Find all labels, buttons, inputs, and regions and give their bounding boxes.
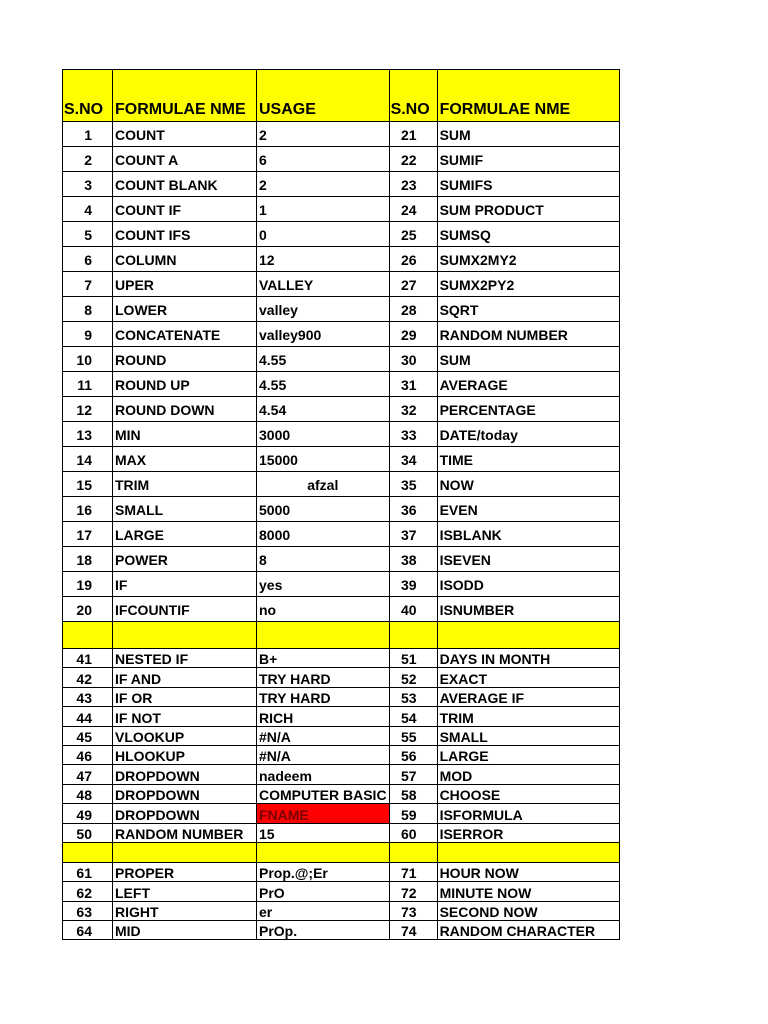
usage-cell[interactable]: B+	[257, 649, 390, 668]
usage-cell[interactable]: Prop.@;Er	[257, 862, 390, 881]
sno-cell[interactable]: 51	[389, 649, 437, 668]
sno-cell[interactable]: 14	[63, 447, 113, 472]
usage-cell[interactable]: TRY HARD	[257, 687, 390, 706]
sno-cell[interactable]: 39	[389, 572, 437, 597]
table-row	[63, 197, 620, 222]
formula-name-cell[interactable]: UPER	[113, 272, 257, 297]
sno-cell[interactable]: 43	[63, 687, 113, 706]
sno-cell[interactable]: 15	[63, 472, 113, 497]
table-row	[63, 707, 620, 726]
formula-name-cell[interactable]: ISEVEN	[437, 547, 619, 572]
formula-name-cell[interactable]: LEFT	[113, 882, 257, 901]
formula-name-cell[interactable]: CONCATENATE	[113, 322, 257, 347]
empty-cell[interactable]	[437, 842, 619, 862]
sno-cell[interactable]: 55	[389, 726, 437, 745]
sno-cell[interactable]: 4	[63, 197, 113, 222]
formula-table-body	[63, 70, 620, 940]
usage-cell[interactable]: RICH	[257, 707, 390, 726]
table-row	[63, 547, 620, 572]
empty-cell[interactable]	[389, 842, 437, 862]
sno-cell[interactable]: 30	[389, 347, 437, 372]
sno-cell[interactable]: 57	[389, 765, 437, 784]
sno-cell[interactable]: 34	[389, 447, 437, 472]
table-row	[63, 472, 620, 497]
usage-cell[interactable]: 3000	[257, 422, 390, 447]
formula-name-cell[interactable]: DROPDOWN	[113, 804, 257, 823]
header-row	[63, 70, 620, 122]
formula-name-cell[interactable]: COUNT BLANK	[113, 172, 257, 197]
formula-name-cell[interactable]: LARGE	[113, 522, 257, 547]
header-sno-1[interactable]: S.NO	[63, 70, 113, 122]
formula-name-cell[interactable]: DROPDOWN	[113, 784, 257, 803]
formula-name-cell[interactable]: ROUND DOWN	[113, 397, 257, 422]
usage-cell[interactable]: 4.55	[257, 347, 390, 372]
sno-cell[interactable]: 26	[389, 247, 437, 272]
formula-name-cell[interactable]: COUNT IF	[113, 197, 257, 222]
formula-name-cell[interactable]: MID	[113, 921, 257, 940]
formula-name-cell[interactable]: COUNT A	[113, 147, 257, 172]
table-row	[63, 172, 620, 197]
sno-cell[interactable]: 10	[63, 347, 113, 372]
sno-cell[interactable]: 53	[389, 687, 437, 706]
usage-cell[interactable]: er	[257, 901, 390, 920]
table-row	[63, 247, 620, 272]
table-row	[63, 687, 620, 706]
sno-cell[interactable]: 42	[63, 668, 113, 687]
table-row	[63, 422, 620, 447]
sno-cell[interactable]: 63	[63, 901, 113, 920]
formula-name-cell[interactable]: ISNUMBER	[437, 597, 619, 622]
sno-cell[interactable]: 29	[389, 322, 437, 347]
table-row	[63, 272, 620, 297]
formula-name-cell[interactable]: LARGE	[437, 745, 619, 764]
usage-cell[interactable]: nadeem	[257, 765, 390, 784]
sno-cell[interactable]: 31	[389, 372, 437, 397]
sno-cell[interactable]: 7	[63, 272, 113, 297]
sno-cell[interactable]: 73	[389, 901, 437, 920]
usage-cell[interactable]: 6	[257, 147, 390, 172]
empty-cell[interactable]	[389, 622, 437, 649]
sno-cell[interactable]: 40	[389, 597, 437, 622]
sno-cell[interactable]: 22	[389, 147, 437, 172]
formula-name-cell[interactable]: ISERROR	[437, 823, 619, 842]
sno-cell[interactable]: 46	[63, 745, 113, 764]
sno-cell[interactable]: 28	[389, 297, 437, 322]
table-row	[63, 921, 620, 940]
table-row	[63, 147, 620, 172]
formula-name-cell[interactable]: VLOOKUP	[113, 726, 257, 745]
formula-name-cell[interactable]: RANDOM NUMBER	[437, 322, 619, 347]
table-row	[63, 649, 620, 668]
formula-name-cell[interactable]: ISODD	[437, 572, 619, 597]
usage-cell[interactable]: 15000	[257, 447, 390, 472]
sno-cell[interactable]: 12	[63, 397, 113, 422]
formula-name-cell[interactable]: RANDOM NUMBER	[113, 823, 257, 842]
usage-cell[interactable]: PrOp.	[257, 921, 390, 940]
sno-cell[interactable]: 33	[389, 422, 437, 447]
formula-name-cell[interactable]: ROUND	[113, 347, 257, 372]
formula-name-cell[interactable]: COLUMN	[113, 247, 257, 272]
formula-name-cell[interactable]: NESTED IF	[113, 649, 257, 668]
sno-cell[interactable]: 18	[63, 547, 113, 572]
usage-cell[interactable]: TRY HARD	[257, 668, 390, 687]
empty-cell[interactable]	[257, 622, 390, 649]
usage-cell[interactable]: 2	[257, 122, 390, 147]
sno-cell[interactable]: 59	[389, 804, 437, 823]
usage-cell[interactable]: 1	[257, 197, 390, 222]
table-row	[63, 765, 620, 784]
usage-cell[interactable]: FNAME	[257, 804, 390, 823]
sno-cell[interactable]: 44	[63, 707, 113, 726]
table-row	[63, 668, 620, 687]
formula-name-cell[interactable]: HLOOKUP	[113, 745, 257, 764]
table-row	[63, 862, 620, 881]
formula-name-cell[interactable]: SUMX2MY2	[437, 247, 619, 272]
formula-name-cell[interactable]: PROPER	[113, 862, 257, 881]
sno-cell[interactable]: 27	[389, 272, 437, 297]
sno-cell[interactable]: 11	[63, 372, 113, 397]
usage-cell[interactable]: 4.55	[257, 372, 390, 397]
sno-cell[interactable]: 5	[63, 222, 113, 247]
table-row	[63, 297, 620, 322]
formula-name-cell[interactable]: ISFORMULA	[437, 804, 619, 823]
sno-cell[interactable]: 47	[63, 765, 113, 784]
sno-cell[interactable]: 56	[389, 745, 437, 764]
table-row	[63, 347, 620, 372]
formula-name-cell[interactable]: SUM	[437, 347, 619, 372]
sno-cell[interactable]: 16	[63, 497, 113, 522]
usage-cell[interactable]: valley900	[257, 322, 390, 347]
table-row	[63, 572, 620, 597]
usage-cell[interactable]: yes	[257, 572, 390, 597]
table-row	[63, 497, 620, 522]
formula-table	[62, 69, 620, 940]
formula-name-cell[interactable]: COUNT IFS	[113, 222, 257, 247]
sno-cell[interactable]: 71	[389, 862, 437, 881]
sno-cell[interactable]: 3	[63, 172, 113, 197]
sno-cell[interactable]: 35	[389, 472, 437, 497]
sno-cell[interactable]: 74	[389, 921, 437, 940]
formula-name-cell[interactable]: MOD	[437, 765, 619, 784]
sno-cell[interactable]: 64	[63, 921, 113, 940]
table-row	[63, 901, 620, 920]
separator-row	[63, 622, 620, 649]
usage-cell[interactable]: 0	[257, 222, 390, 247]
formula-name-cell[interactable]: SMALL	[437, 726, 619, 745]
sno-cell[interactable]: 45	[63, 726, 113, 745]
formula-name-cell[interactable]: IF OR	[113, 687, 257, 706]
sno-cell[interactable]: 61	[63, 862, 113, 881]
formula-name-cell[interactable]: DAYS IN MONTH	[437, 649, 619, 668]
formula-name-cell[interactable]: HOUR NOW	[437, 862, 619, 881]
formula-name-cell[interactable]: EXACT	[437, 668, 619, 687]
sno-cell[interactable]: 8	[63, 297, 113, 322]
sno-cell[interactable]: 25	[389, 222, 437, 247]
formula-name-cell[interactable]: SQRT	[437, 297, 619, 322]
table-row	[63, 397, 620, 422]
usage-cell[interactable]: 4.54	[257, 397, 390, 422]
sno-cell[interactable]: 9	[63, 322, 113, 347]
formula-name-cell[interactable]: IF NOT	[113, 707, 257, 726]
sno-cell[interactable]: 62	[63, 882, 113, 901]
formula-name-cell[interactable]: RIGHT	[113, 901, 257, 920]
empty-cell[interactable]	[113, 622, 257, 649]
table-row	[63, 222, 620, 247]
formula-name-cell[interactable]: TRIM	[113, 472, 257, 497]
table-row	[63, 882, 620, 901]
formula-name-cell[interactable]: SUMIFS	[437, 172, 619, 197]
formula-name-cell[interactable]: DATE/today	[437, 422, 619, 447]
formula-name-cell[interactable]: PERCENTAGE	[437, 397, 619, 422]
formula-name-cell[interactable]: IFCOUNTIF	[113, 597, 257, 622]
table-row	[63, 372, 620, 397]
sno-cell[interactable]: 23	[389, 172, 437, 197]
formula-name-cell[interactable]: IF AND	[113, 668, 257, 687]
table-row	[63, 745, 620, 764]
empty-cell[interactable]	[63, 622, 113, 649]
table-row	[63, 122, 620, 147]
empty-cell[interactable]	[437, 622, 619, 649]
header-sno-2[interactable]: S.NO	[389, 70, 437, 122]
sno-cell[interactable]: 60	[389, 823, 437, 842]
usage-cell[interactable]: 2	[257, 172, 390, 197]
empty-cell[interactable]	[63, 842, 113, 862]
sno-cell[interactable]: 17	[63, 522, 113, 547]
usage-cell[interactable]: valley	[257, 297, 390, 322]
sno-cell[interactable]: 36	[389, 497, 437, 522]
sno-cell[interactable]: 48	[63, 784, 113, 803]
formula-name-cell[interactable]: DROPDOWN	[113, 765, 257, 784]
formula-name-cell[interactable]: ISBLANK	[437, 522, 619, 547]
sno-cell[interactable]: 2	[63, 147, 113, 172]
usage-cell[interactable]: 12	[257, 247, 390, 272]
table-row	[63, 322, 620, 347]
table-row	[63, 522, 620, 547]
sno-cell[interactable]: 41	[63, 649, 113, 668]
usage-cell[interactable]: 5000	[257, 497, 390, 522]
empty-cell[interactable]	[113, 842, 257, 862]
formula-name-cell[interactable]: AVERAGE IF	[437, 687, 619, 706]
table-row	[63, 784, 620, 803]
header-formulae-name-2[interactable]: FORMULAE NME	[437, 70, 619, 122]
sno-cell[interactable]: 19	[63, 572, 113, 597]
sno-cell[interactable]: 21	[389, 122, 437, 147]
formula-name-cell[interactable]: LOWER	[113, 297, 257, 322]
table-row	[63, 823, 620, 842]
header-usage[interactable]: USAGE	[257, 70, 390, 122]
sno-cell[interactable]: 72	[389, 882, 437, 901]
usage-cell[interactable]: 8	[257, 547, 390, 572]
table-row	[63, 597, 620, 622]
sno-cell[interactable]: 6	[63, 247, 113, 272]
formula-name-cell[interactable]: ROUND UP	[113, 372, 257, 397]
usage-cell[interactable]: VALLEY	[257, 272, 390, 297]
formula-name-cell[interactable]: CHOOSE	[437, 784, 619, 803]
sno-cell[interactable]: 38	[389, 547, 437, 572]
sno-cell[interactable]: 1	[63, 122, 113, 147]
formula-name-cell[interactable]: SUM PRODUCT	[437, 197, 619, 222]
formula-name-cell[interactable]: TIME	[437, 447, 619, 472]
sno-cell[interactable]: 49	[63, 804, 113, 823]
sno-cell[interactable]: 24	[389, 197, 437, 222]
usage-cell[interactable]: #N/A	[257, 745, 390, 764]
sno-cell[interactable]: 32	[389, 397, 437, 422]
sno-cell[interactable]: 13	[63, 422, 113, 447]
separator-row	[63, 842, 620, 862]
formula-name-cell[interactable]: RANDOM CHARACTER	[437, 921, 619, 940]
usage-cell[interactable]: no	[257, 597, 390, 622]
formula-name-cell[interactable]: COUNT	[113, 122, 257, 147]
usage-cell[interactable]: COMPUTER BASIC	[257, 784, 390, 803]
formula-name-cell[interactable]: AVERAGE	[437, 372, 619, 397]
usage-cell[interactable]: 8000	[257, 522, 390, 547]
table-row	[63, 447, 620, 472]
usage-cell[interactable]: PrO	[257, 882, 390, 901]
usage-cell[interactable]: 15	[257, 823, 390, 842]
formula-name-cell[interactable]: IF	[113, 572, 257, 597]
sno-cell[interactable]: 20	[63, 597, 113, 622]
formula-name-cell[interactable]: MINUTE NOW	[437, 882, 619, 901]
formula-name-cell[interactable]: MIN	[113, 422, 257, 447]
formula-name-cell[interactable]: SMALL	[113, 497, 257, 522]
sno-cell[interactable]: 58	[389, 784, 437, 803]
formula-name-cell[interactable]: NOW	[437, 472, 619, 497]
formula-name-cell[interactable]: EVEN	[437, 497, 619, 522]
empty-cell[interactable]	[257, 842, 390, 862]
formula-name-cell[interactable]: SUMSQ	[437, 222, 619, 247]
sno-cell[interactable]: 37	[389, 522, 437, 547]
formula-name-cell[interactable]: SUMIF	[437, 147, 619, 172]
table-row	[63, 804, 620, 823]
header-formulae-name-1[interactable]: FORMULAE NME	[113, 70, 257, 122]
sno-cell[interactable]: 54	[389, 707, 437, 726]
formula-name-cell[interactable]: MAX	[113, 447, 257, 472]
sno-cell[interactable]: 52	[389, 668, 437, 687]
formula-name-cell[interactable]: SECOND NOW	[437, 901, 619, 920]
formula-name-cell[interactable]: POWER	[113, 547, 257, 572]
usage-cell[interactable]: afzal	[257, 472, 390, 497]
formula-name-cell[interactable]: SUM	[437, 122, 619, 147]
sno-cell[interactable]: 50	[63, 823, 113, 842]
table-row	[63, 726, 620, 745]
formula-name-cell[interactable]: SUMX2PY2	[437, 272, 619, 297]
usage-cell[interactable]: #N/A	[257, 726, 390, 745]
formula-name-cell[interactable]: TRIM	[437, 707, 619, 726]
